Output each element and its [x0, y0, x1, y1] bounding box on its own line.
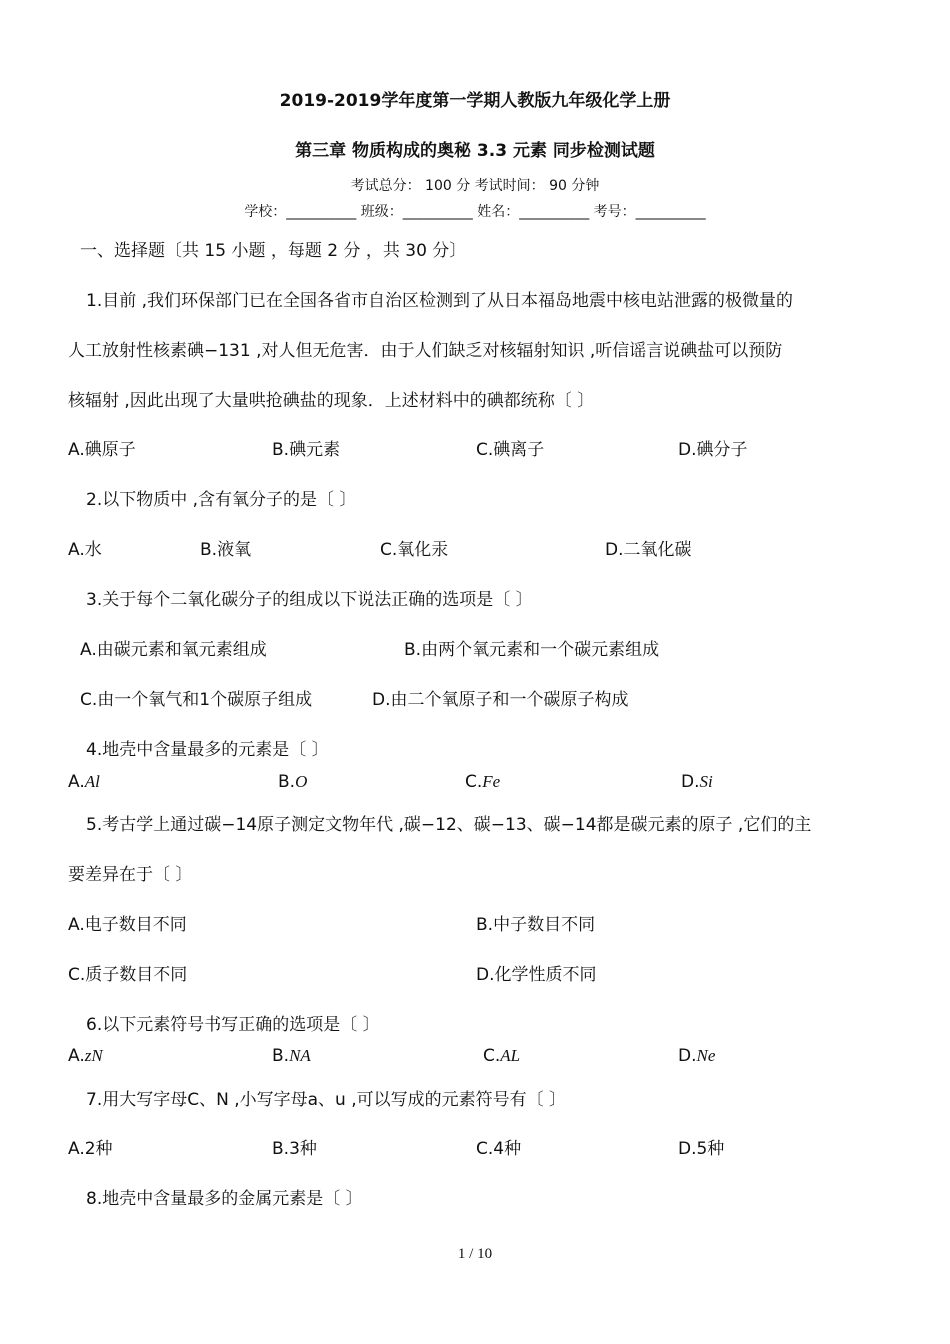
option-label: A. — [68, 1046, 85, 1066]
element-symbol: Si — [699, 772, 713, 791]
question-1-line-1: 1.目前 ,我们环保部门已在全国各省市自治区检测到了从日本福岛地震中核电站泄露的极微量的 — [86, 291, 794, 311]
question-8-line-1: 8.地壳中含量最多的金属元素是〔 〕 — [86, 1189, 363, 1209]
element-symbol: Ne — [696, 1046, 716, 1065]
option-label: C. — [483, 1046, 501, 1066]
question-6-option-d — [678, 1046, 715, 1066]
student-info: 学校：__________ 班级：__________ 姓名：__________ 考号：__________ — [244, 204, 706, 220]
section-heading: 一、选择题〔共 15 小题 ，每题 2 分 ，共 30 分〕 — [80, 241, 467, 261]
question-3-option-b: B.由两个氧元素和一个碳元素组成 — [404, 640, 660, 660]
question-6-option-b — [272, 1046, 311, 1066]
question-7-option-c: C.4种 — [476, 1139, 522, 1159]
question-4-option-a — [68, 772, 100, 792]
question-6-option-a — [68, 1046, 103, 1066]
question-7-line-1: 7.用大写字母C、N ,小写字母a、u ,可以写成的元素符号有〔 〕 — [86, 1090, 567, 1110]
question-1-line-3: 核辐射 ,因此出现了大量哄抢碘盐的现象．上述材料中的碘都统称〔 〕 — [68, 391, 595, 411]
question-2-option-b: B.液氧 — [200, 540, 252, 560]
page-number: 1 / 10 — [457, 1246, 493, 1262]
question-3-option-d: D.由二个氧原子和一个碳原子构成 — [372, 690, 629, 710]
question-3-option-c: C.由一个氧气和1个碳原子组成 — [80, 690, 313, 710]
question-5-line-1: 5.考古学上通过碳−14原子测定文物年代 ,碳−12、碳−13、碳−14都是碳元素的原子 ,它们的主 — [86, 815, 812, 835]
question-5-option-b: B.中子数目不同 — [476, 915, 596, 935]
question-1-option-a: A.碘原子 — [68, 440, 136, 460]
option-label: C. — [465, 772, 483, 792]
option-label: B. — [278, 772, 296, 792]
question-4-line-1: 4.地壳中含量最多的元素是〔 〕 — [86, 740, 329, 760]
question-6-line-1: 6.以下元素符号书写正确的选项是〔 〕 — [86, 1015, 380, 1035]
question-3-option-a: A.由碳元素和氧元素组成 — [80, 640, 267, 660]
question-5-option-a: A.电子数目不同 — [68, 915, 187, 935]
question-6-option-c — [483, 1046, 520, 1066]
option-label: D. — [681, 772, 700, 792]
option-label: D. — [678, 1046, 697, 1066]
question-7-option-b: B.3种 — [272, 1139, 317, 1159]
element-symbol: Fe — [482, 772, 501, 791]
element-symbol: AL — [500, 1046, 521, 1065]
question-4-option-c — [465, 772, 500, 792]
exam-info: 考试总分： 100 分 考试时间： 90 分钟 — [350, 178, 600, 194]
question-5-line-2: 要差异在于〔 〕 — [68, 865, 193, 885]
question-1-option-c: C.碘离子 — [476, 440, 545, 460]
element-symbol: Al — [84, 772, 100, 791]
option-label: A. — [68, 772, 85, 792]
question-5-option-d: D.化学性质不同 — [476, 965, 597, 985]
question-2-option-a: A.水 — [68, 540, 102, 560]
question-1-option-d: D.碘分子 — [678, 440, 748, 460]
question-7-option-a: A.2种 — [68, 1139, 113, 1159]
question-1-option-b: B.碘元素 — [272, 440, 341, 460]
question-1-line-2: 人工放射性核素碘−131 ,对人但无危害．由于人们缺乏对核辐射知识 ,听信谣言说碘盐可以预防 — [68, 341, 783, 361]
question-4-option-b — [278, 772, 307, 792]
question-5-option-c: C.质子数目不同 — [68, 965, 188, 985]
element-symbol: O — [295, 772, 308, 791]
element-symbol: zN — [84, 1046, 103, 1065]
question-2-option-d: D.二氧化碳 — [605, 540, 692, 560]
question-7-option-d: D.5种 — [678, 1139, 725, 1159]
document-subtitle: 第三章 物质构成的奥秘 3.3 元素 同步检测试题 — [295, 141, 655, 161]
question-2-line-1: 2.以下物质中 ,含有氧分子的是〔 〕 — [86, 490, 357, 510]
element-symbol: NA — [289, 1046, 311, 1065]
document-title: 2019-2019学年度第一学期人教版九年级化学上册 — [279, 91, 671, 111]
question-4-option-d — [681, 772, 713, 792]
question-3-line-1: 3.关于每个二氧化碳分子的组成以下说法正确的选项是〔 〕 — [86, 590, 533, 610]
option-label: B. — [272, 1046, 290, 1066]
question-2-option-c: C.氧化汞 — [380, 540, 449, 560]
